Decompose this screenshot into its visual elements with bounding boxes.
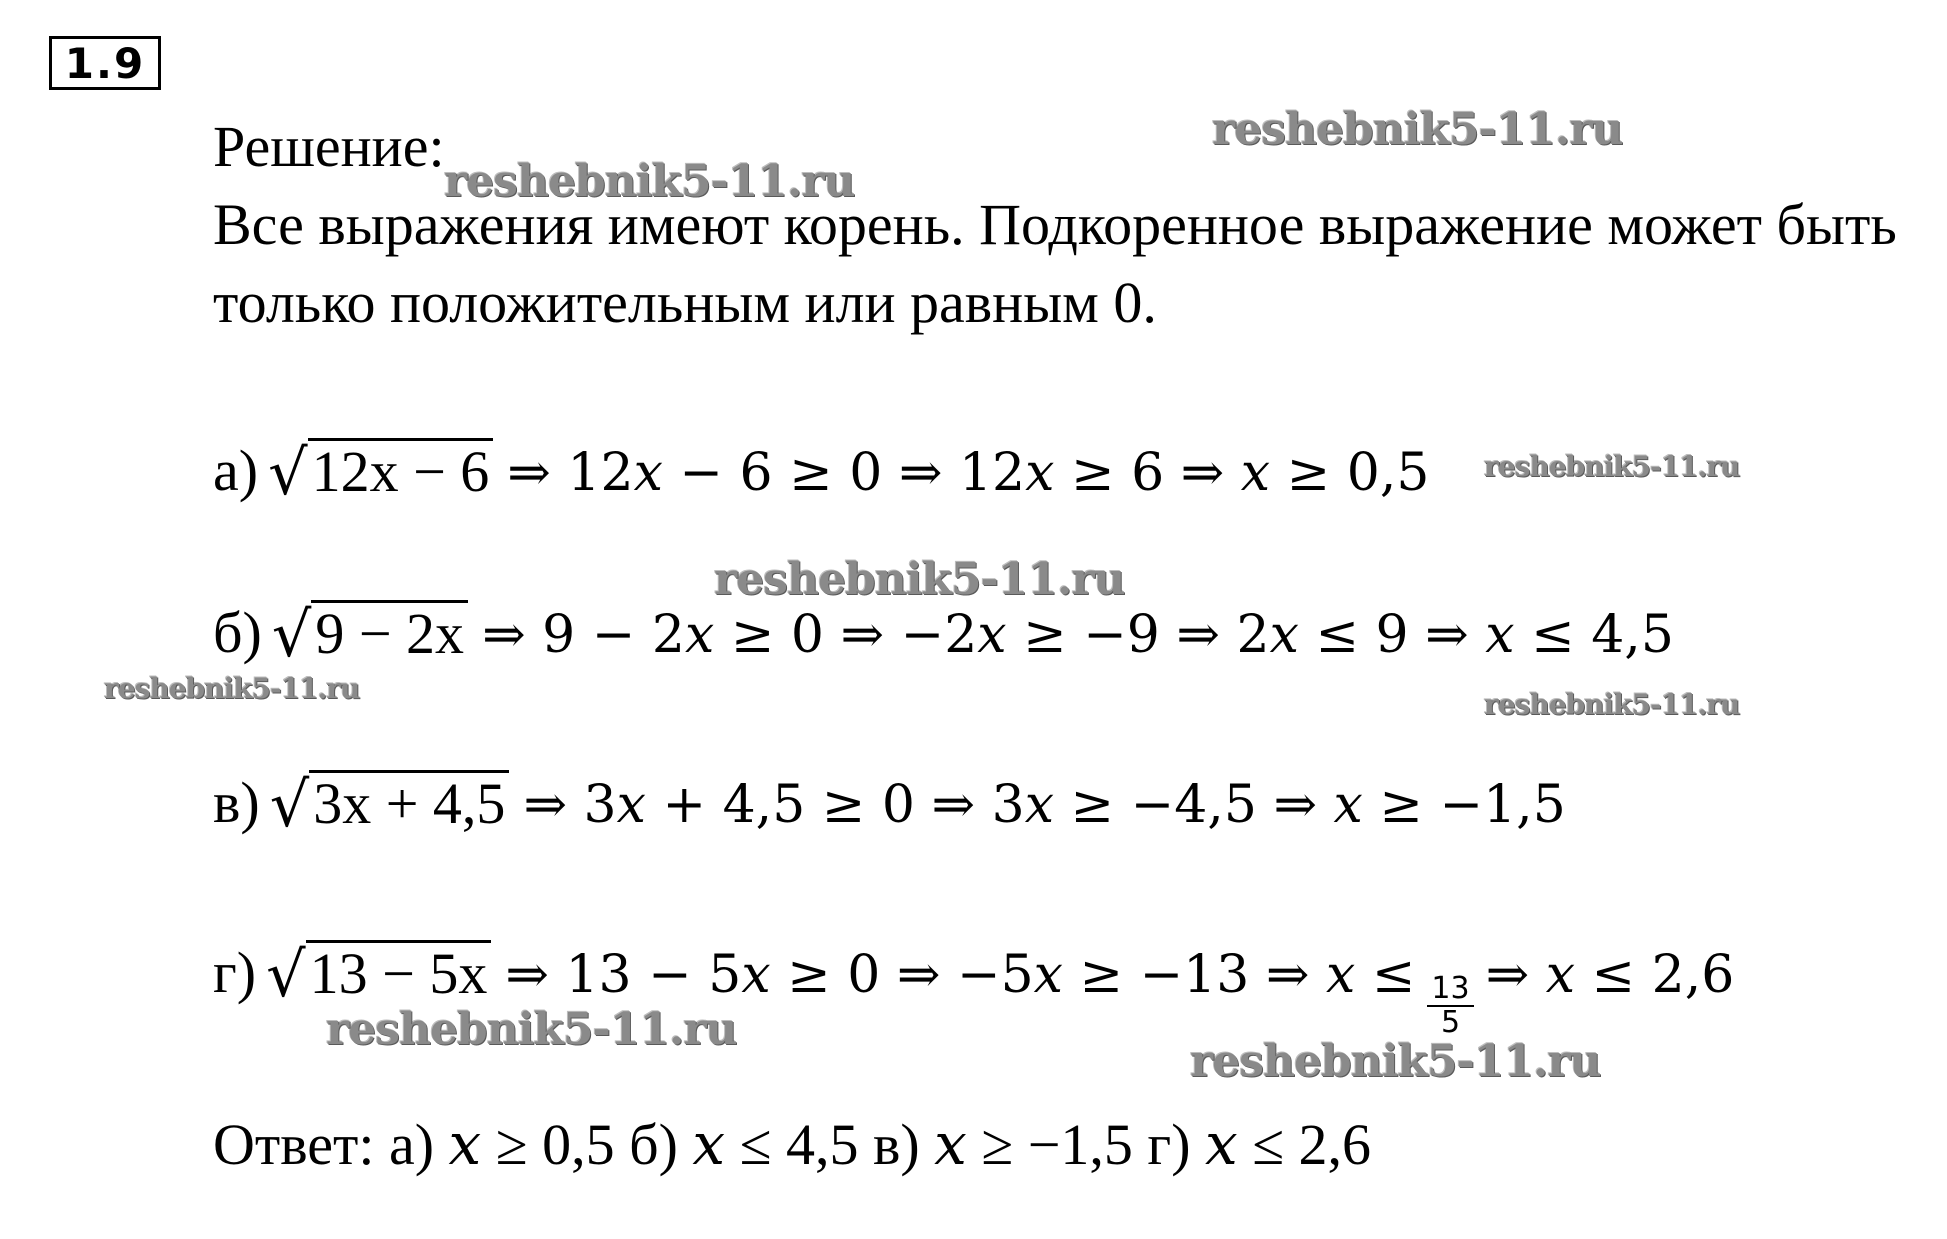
fraction-numerator: 13 <box>1427 973 1473 1007</box>
item-b-label: б) <box>213 600 262 665</box>
watermark: reshebnik5-11.ru <box>1212 104 1623 155</box>
item-b-expression: ⇒ 9 − 2𝑥 ≥ 0 ⇒ −2𝑥 ≥ −9 ⇒ 2𝑥 ≤ 9 ⇒ 𝑥 ≤ 4,5 <box>482 605 1674 665</box>
item-v-sqrt <box>269 768 510 841</box>
watermark: reshebnik5-11.ru <box>1190 1036 1601 1087</box>
answer-line: Ответ: а) 𝑥 ≥ 0,5 б) 𝑥 ≤ 4,5 в) 𝑥 ≥ −1,5 г) 𝑥 ≤ 2,6 <box>213 1112 1372 1177</box>
item-g-expression: ⇒ 13 − 5𝑥 ≥ 0 ⇒ −5𝑥 ≥ −13 ⇒ 𝑥 ≤ <box>505 945 1416 1005</box>
item-a-label: а) <box>213 438 259 503</box>
item-a-radicand: 12x − 6 <box>308 438 494 501</box>
sqrt-sign-icon: √ <box>269 768 310 841</box>
item-b-sqrt <box>271 598 468 671</box>
watermark: reshebnik5-11.ru <box>1484 450 1740 483</box>
watermark: reshebnik5-11.ru <box>444 156 855 207</box>
sqrt-sign-icon: √ <box>266 938 306 1011</box>
watermark: reshebnik5-11.ru <box>1484 688 1740 721</box>
watermark: reshebnik5-11.ru <box>104 672 360 705</box>
item-v-radicand: 3x + 4,5 <box>309 770 509 833</box>
problem-number: 1.9 <box>64 38 146 88</box>
item-g-label: г) <box>213 940 257 1005</box>
problem-number-box <box>49 36 161 90</box>
item-a-expression: ⇒ 12𝑥 − 6 ≥ 0 ⇒ 12𝑥 ≥ 6 ⇒ 𝑥 ≥ 0,5 <box>507 443 1430 503</box>
item-g-sqrt <box>266 938 491 1011</box>
item-g-expression-tail: ⇒ 𝑥 ≤ 2,6 <box>1485 945 1735 1005</box>
fraction-denominator: 5 <box>1440 1004 1461 1040</box>
intro-line-1: Все выражения имеют корень. Подкоренное выражение может быть <box>213 192 1897 257</box>
solution-heading: Решение: <box>213 114 445 179</box>
watermark: reshebnik5-11.ru <box>326 1004 737 1055</box>
item-b <box>213 598 1674 671</box>
item-v-label: в) <box>213 770 260 835</box>
item-a <box>213 436 1430 509</box>
item-g-radicand: 13 − 5x <box>306 940 492 1003</box>
item-v-expression: ⇒ 3𝑥 + 4,5 ≥ 0 ⇒ 3𝑥 ≥ −4,5 ⇒ 𝑥 ≥ −1,5 <box>523 775 1566 835</box>
item-g-fraction <box>1427 973 1473 1038</box>
sqrt-sign-icon: √ <box>271 598 312 671</box>
sqrt-sign-icon: √ <box>268 436 308 509</box>
item-v <box>213 768 1566 841</box>
watermark: reshebnik5-11.ru <box>714 554 1125 605</box>
item-b-radicand: 9 − 2x <box>311 600 468 663</box>
item-a-sqrt <box>268 436 493 509</box>
intro-line-2: только положительным или равным 0. <box>213 270 1157 335</box>
